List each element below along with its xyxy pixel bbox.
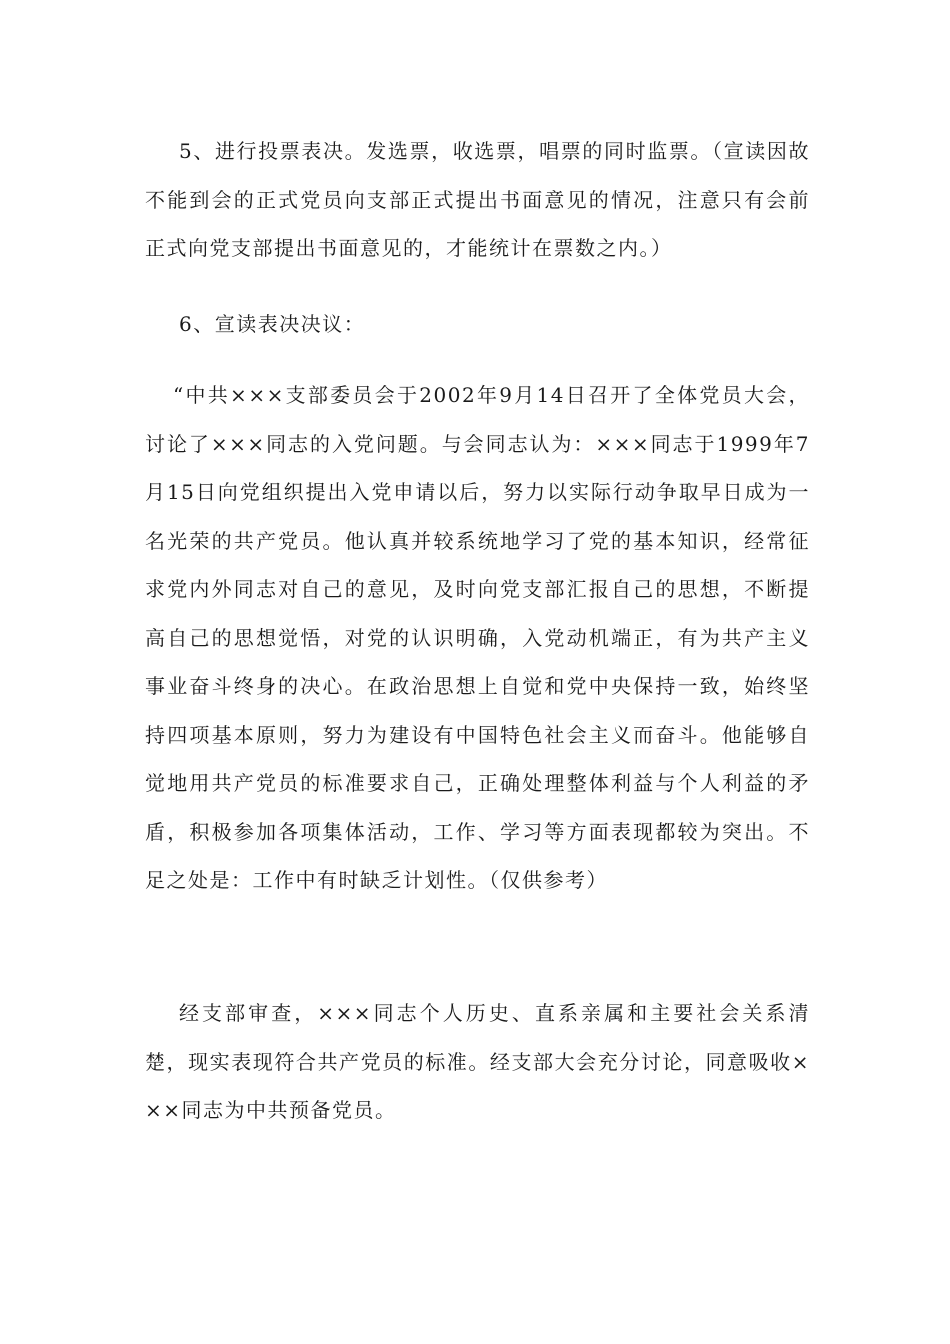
paragraph-resolution-text: “中共×××支部委员会于2002年9月14日召开了全体党员大会，讨论了×××同志的入党问题。与会同志认为：×××同志于1999年7月15日向党组织提出入党申请以后，努力以实际行动争取早日成为一名光荣的共产党员。他认真并较系统地学习了党的基本知识，经常征求党内外同志对自己的意见，及时向党支部汇报自己的思想，不断提高自己的思想觉悟，对党的认识明确，入党动机端正，有为共产主义事业奋斗终身的决心。在政治思想上自觉和党中央保持一致，始终坚持四项基本原则，努力为建设有中国特色社会主义而奋斗。他能够自觉地用共产党员的标准要求自己，正确处理整体利益与个人利益的矛盾，积极参加各项集体活动，工作、学习等方面表现都较为突出。不足之处是：工作中有时缺乏计划性。（仅供参考） (145, 383, 810, 892)
paragraph-resolution-heading: 6、宣读表决决议： (179, 312, 366, 336)
paragraph-voting-step: 5、进行投票表决。发选票，收选票，唱票的同时监票。（宣读因故不能到会的正式党员向支部正式提出书面意见的情况，注意只有会前正式向党支部提出书面意见的，才能统计在票数之内。） (145, 139, 810, 260)
paragraph-branch-review: 经支部审查，×××同志个人历史、直系亲属和主要社会关系清楚，现实表现符合共产党员的标准。经支部大会充分讨论，同意吸收×××同志为中共预备党员。 (145, 1001, 810, 1122)
